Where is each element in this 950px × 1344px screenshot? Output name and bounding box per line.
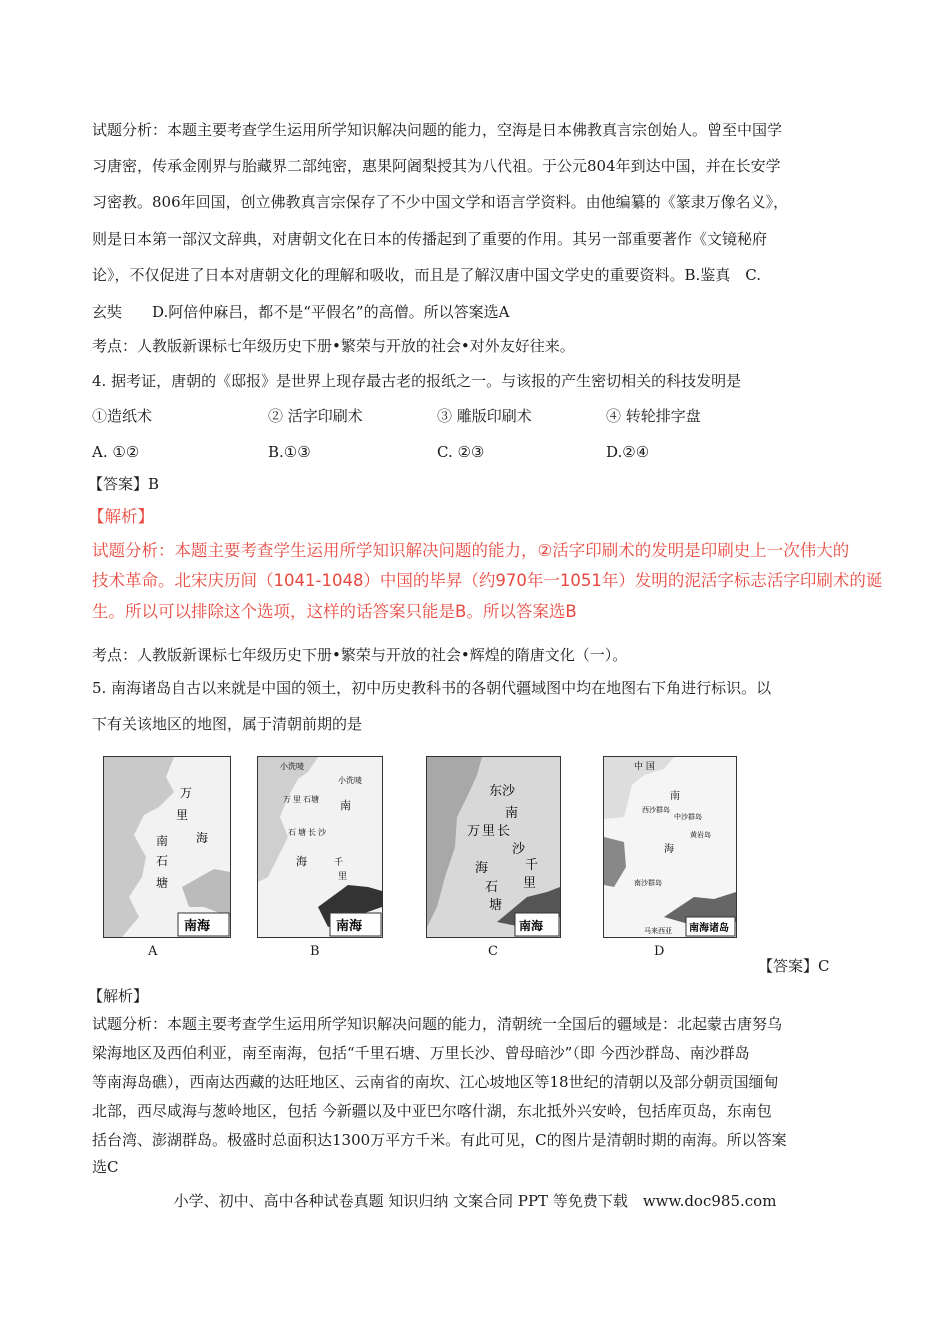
map-b-image xyxy=(258,757,382,937)
map-c-label: 里 xyxy=(523,876,537,891)
map-c-label: 海 xyxy=(475,861,489,876)
map-d-tag: 南海诸岛 xyxy=(689,923,729,934)
map-c-tag: 南海 xyxy=(519,919,544,933)
map-a-label: 塘 xyxy=(156,876,169,890)
q4-answer: 【答案】B xyxy=(88,475,160,493)
map-b-label: 石塘 xyxy=(303,795,319,804)
map-a-label: 石 xyxy=(156,854,169,868)
map-c-label: 南 xyxy=(505,806,519,821)
q4-item-2: ② 活字印刷术 xyxy=(268,407,363,425)
map-c-label: 沙 xyxy=(512,842,526,857)
question-5-stem: 下有关该地区的地图，属于清朝前期的是 xyxy=(92,715,363,733)
text-line: 习密教。806年回国，创立佛教真言宗保存了不少中国文学和语言学资料。由他编纂的《篆隶万像名义》， xyxy=(92,193,789,211)
map-c-image xyxy=(427,757,560,937)
map-d-label: 黄岩岛 xyxy=(690,831,711,839)
map-c xyxy=(426,756,561,938)
map-c-letter: C xyxy=(488,944,498,959)
q4-analysis-line: 技术革命。北宋庆历间（1041-1048）中国的毕昇（约970年一1051年）发明的泥活字标志活字印刷术的诞 xyxy=(92,571,883,590)
map-b-label: 里 xyxy=(338,872,348,882)
q4-analysis-head: 【解析】 xyxy=(88,507,154,526)
map-c-label: 万 xyxy=(467,824,481,839)
map-b-label: 长 xyxy=(308,828,316,837)
q4-choice-a: A. ①② xyxy=(92,443,140,461)
q5-analysis-line: 梁海地区及西伯利亚，南至南海，包括“千里石塘、万里长沙、曾母暗沙”（即 今西沙群岛、南沙群岛 xyxy=(92,1044,750,1062)
map-d-letter: D xyxy=(654,944,665,959)
question-4-stem: 4. 据考证，唐朝的《邸报》是世界上现存最古老的报纸之一。与该报的产生密切相关的科技发明是 xyxy=(92,372,742,390)
q4-analysis-line: 试题分析：本题主要考查学生运用所学知识解决问题的能力，②活字印刷术的发明是印刷史上一次伟大的 xyxy=(92,541,850,560)
q5-analysis-line: 选C xyxy=(92,1158,119,1176)
map-d-label: 西沙群岛 xyxy=(642,806,670,814)
map-b-label: 南 xyxy=(340,799,351,812)
map-b-label: 海 xyxy=(296,855,307,868)
q4-item-1: ①造纸术 xyxy=(92,407,153,425)
q4-exam-point: 考点：人教版新课标七年级历史下册•繁荣与开放的社会•辉煌的隋唐文化（一）。 xyxy=(92,646,628,664)
map-d-label: 南沙群岛 xyxy=(634,879,662,887)
map-c-label: 石 xyxy=(485,880,499,895)
q5-analysis-line: 北部，西尽咸海与葱岭地区，包括 今新疆以及中亚巴尔喀什湖，东北抵外兴安岭，包括库页岛，东南包 xyxy=(92,1102,772,1120)
text-line: 习唐密，传承金刚界与胎藏界二部纯密，惠果阿阇梨授其为八代祖。于公元804年到达中国，并在长安学 xyxy=(92,157,781,175)
map-b-tag: 南海 xyxy=(336,919,363,934)
map-d-label: 海 xyxy=(664,844,674,855)
question-5-stem: 5. 南海诸岛自古以来就是中国的领土，初中历史教科书的各朝代疆域图中均在地图右下角进行标识。以 xyxy=(92,679,772,697)
map-d-label: 南 xyxy=(670,791,680,802)
q5-analysis-head: 【解析】 xyxy=(88,987,149,1005)
map-c-label: 里 xyxy=(482,824,496,839)
map-d-label: 马来西亚 xyxy=(644,927,672,935)
map-d-label: 中沙群岛 xyxy=(674,813,702,821)
q4-choice-d: D.②④ xyxy=(606,443,650,461)
map-c-label: 长 xyxy=(497,824,511,839)
map-c-label: 千 xyxy=(525,858,539,873)
map-c-label: 塘 xyxy=(489,898,503,913)
map-d-label: 中 国 xyxy=(634,762,655,772)
map-a-image xyxy=(104,757,230,937)
map-a-label: 海 xyxy=(196,831,209,845)
text-line: 试题分析：本题主要考查学生运用所学知识解决问题的能力，空海是日本佛教真言宗创始人。曾至中国学 xyxy=(92,121,783,139)
map-b-label: 塘 xyxy=(298,828,306,837)
map-d-image xyxy=(604,757,736,937)
q4-item-4: ④ 转轮排字盘 xyxy=(606,407,701,425)
text-line: 则是日本第一部汉文辞典，对唐朝文化在日本的传播起到了重要的作用。其另一部重要著作《文镜秘府 xyxy=(92,230,768,248)
q4-choice-c: C. ②③ xyxy=(437,443,485,461)
map-b-letter: B xyxy=(310,944,320,959)
q4-analysis-line: 生。所以可以排除这个选项，这样的话答案只能是B。所以答案选B xyxy=(92,602,577,621)
q5-analysis-line: 括台湾、澎湖群岛。极盛时总面积达1300万平方千米。有此可见，C的图片是清朝时期的南海。所以答案 xyxy=(92,1131,787,1149)
map-b-label: 万 xyxy=(283,795,291,804)
map-a-letter: A xyxy=(148,944,158,959)
q4-choice-b: B.①③ xyxy=(268,443,311,461)
exam-point: 考点：人教版新课标七年级历史下册•繁荣与开放的社会•对外友好往来。 xyxy=(92,337,575,355)
text-line: 玄奘 D.阿倍仲麻吕，都不是“平假名”的高僧。所以答案选A xyxy=(92,303,510,321)
map-a-tag: 南海 xyxy=(184,919,211,934)
page-footer: 小学、初中、高中各种试卷真题 知识归纳 文案合同 PPT 等免费下载 www.doc985.com xyxy=(173,1192,777,1210)
map-b xyxy=(257,756,383,938)
map-a-label: 万 xyxy=(180,786,193,800)
text-line: 论》，不仅促进了日本对唐朝文化的理解和吸收，而且是了解汉唐中国文学史的重要资料。B.鉴真 C. xyxy=(92,266,762,284)
map-a-label: 里 xyxy=(176,808,189,822)
map-a xyxy=(103,756,231,938)
map-b-label: 小洗唛 xyxy=(338,776,362,785)
map-b-label: 千 xyxy=(334,858,344,868)
q5-analysis-line: 等南海岛礁），西南达西藏的达旺地区、云南省的南坎、江心坡地区等18世纪的清朝以及部分朝贡国缅甸 xyxy=(92,1073,779,1091)
q4-item-3: ③ 雕版印刷术 xyxy=(437,407,532,425)
q5-analysis-line: 试题分析：本题主要考查学生运用所学知识解决问题的能力，清朝统一全国后的疆域是：北起蒙古唐努乌 xyxy=(92,1015,783,1033)
map-b-label: 里 xyxy=(293,795,301,804)
map-c-label: 东沙 xyxy=(489,784,516,799)
map-b-label: 小洗唛 xyxy=(280,762,304,771)
map-b-label: 沙 xyxy=(318,828,326,837)
map-d xyxy=(603,756,737,938)
map-b-label: 石 xyxy=(288,828,296,837)
map-a-label: 南 xyxy=(156,834,169,848)
q5-answer: 【答案】C xyxy=(758,957,830,975)
